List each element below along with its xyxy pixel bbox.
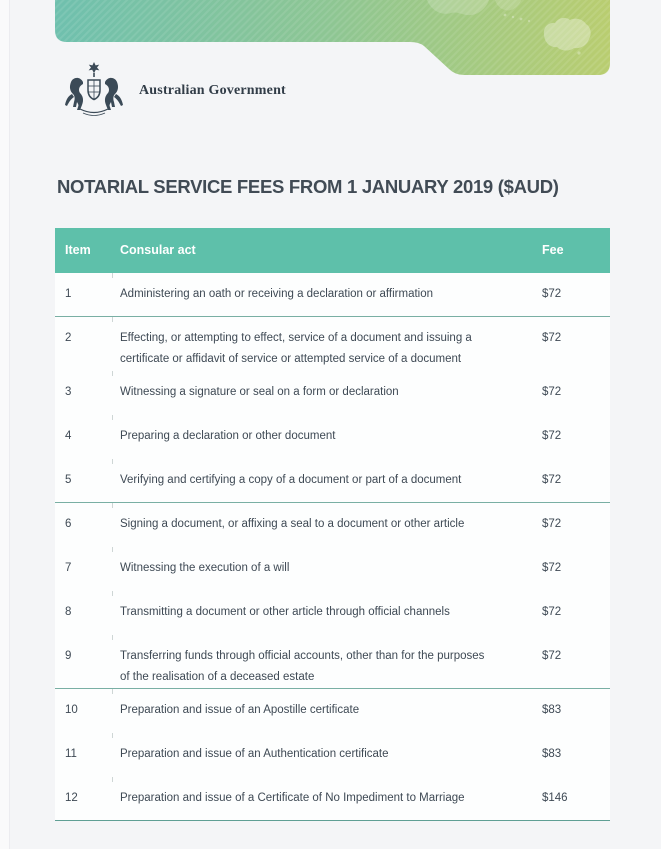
header-fee: Fee	[542, 243, 564, 257]
consular-act-cell: Transmitting a document or other article through official channels	[120, 606, 450, 618]
consular-act-cell: Administering an oath or receiving a declaration or affirmation	[120, 288, 434, 300]
fee-table	[55, 228, 610, 821]
fee-cell: $72	[542, 562, 562, 574]
item-cell: 8	[65, 606, 72, 618]
consular-act-cell: Preparation and issue of an Authentication certificate	[120, 748, 389, 760]
cell-border-tick	[112, 733, 113, 738]
item-cell: 4	[65, 430, 72, 442]
table-header	[55, 228, 610, 273]
table-body	[55, 273, 610, 821]
fee-cell: $72	[542, 518, 562, 530]
cell-border-tick	[112, 635, 113, 640]
table-row	[55, 635, 610, 689]
table-row	[55, 503, 610, 547]
item-cell: 7	[65, 562, 72, 574]
table-row	[55, 371, 610, 415]
fee-cell: $72	[542, 606, 562, 618]
fee-cell: $72	[542, 386, 562, 398]
table-row	[55, 547, 610, 591]
fee-cell: $72	[542, 288, 562, 300]
cell-border-tick	[112, 777, 113, 782]
cell-border-tick	[112, 415, 113, 420]
item-cell: 11	[65, 748, 77, 760]
consular-act-cell: Witnessing a signature or seal on a form or declaration	[120, 386, 399, 398]
table-row	[55, 415, 610, 459]
cell-border-tick	[112, 459, 113, 464]
table-row	[55, 317, 610, 371]
cell-border-tick	[112, 371, 113, 376]
page-title: NOTARIAL SERVICE FEES FROM 1 JANUARY 2019 ($AUD)	[57, 176, 559, 197]
government-brand	[62, 60, 286, 122]
fee-cell: $72	[542, 430, 562, 442]
item-cell: 9	[65, 650, 72, 662]
item-cell: 6	[65, 518, 72, 530]
cell-border-tick	[112, 317, 113, 322]
consular-act-cell: Transferring funds through official accounts, other than for the purposes of the realisation of a deceased estate	[120, 650, 485, 683]
consular-act-cell: Preparation and issue of an Apostille certificate	[120, 704, 360, 716]
header-item: Item	[65, 243, 91, 257]
item-cell: 2	[65, 332, 72, 344]
table-row	[55, 591, 610, 635]
table-row	[55, 459, 610, 503]
table-row	[55, 733, 610, 777]
table-row	[55, 777, 610, 821]
cell-border-tick	[112, 547, 113, 552]
coat-of-arms-icon	[62, 60, 126, 122]
fee-cell: $72	[542, 650, 562, 662]
fee-cell: $72	[542, 332, 562, 344]
table-row	[55, 273, 610, 317]
consular-act-cell: Signing a document, or affixing a seal to a document or other article	[120, 518, 465, 530]
consular-act-cell: Preparing a declaration or other document	[120, 430, 336, 442]
fee-cell: $83	[542, 704, 562, 716]
fee-cell: $146	[542, 792, 568, 804]
fee-cell: $83	[542, 748, 562, 760]
consular-act-cell: Witnessing the execution of a will	[120, 562, 290, 574]
consular-act-cell: Effecting, or attempting to effect, service of a document and issuing a certificate or affidavit of service or attempted service of a document	[120, 332, 472, 365]
item-cell: 5	[65, 474, 72, 486]
government-label: Australian Government	[139, 83, 286, 98]
item-cell: 10	[65, 704, 78, 716]
item-cell: 3	[65, 386, 72, 398]
page-edge	[0, 0, 10, 849]
item-cell: 1	[65, 288, 72, 300]
item-cell: 12	[65, 792, 78, 804]
table-row	[55, 689, 610, 733]
consular-act-cell: Verifying and certifying a copy of a document or part of a document	[120, 474, 462, 486]
header-consular-act: Consular act	[120, 243, 196, 257]
cell-border-tick	[112, 689, 113, 694]
cell-border-tick	[112, 591, 113, 596]
consular-act-cell: Preparation and issue of a Certificate of No Impediment to Marriage	[120, 792, 465, 804]
cell-border-tick	[112, 503, 113, 508]
fee-cell: $72	[542, 474, 562, 486]
cell-border-tick	[112, 273, 113, 278]
